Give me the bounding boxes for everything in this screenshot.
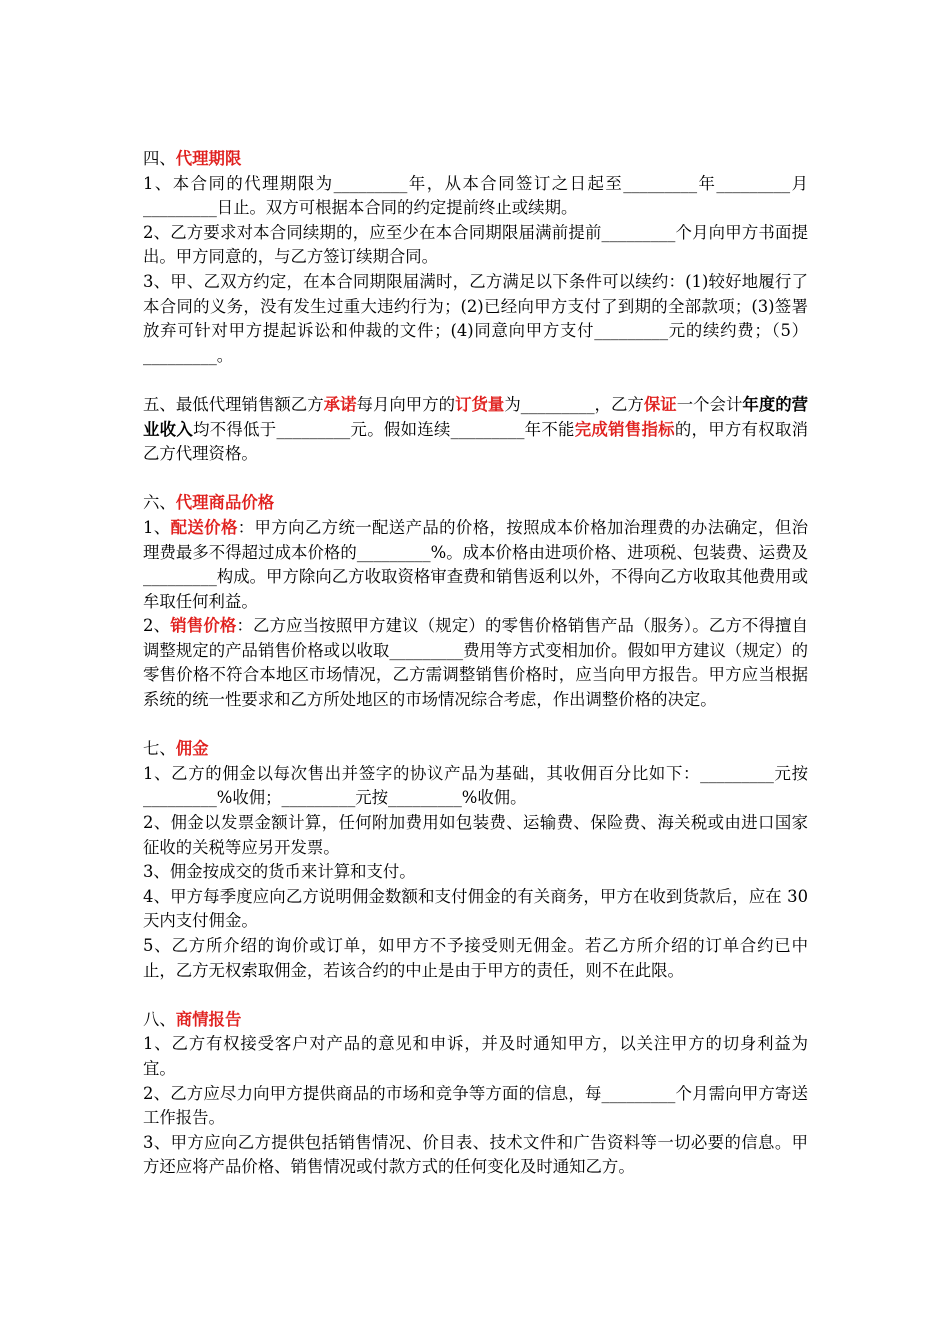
highlight-term: 销售价格 <box>170 616 237 636</box>
heading-title: 佣金 <box>175 739 209 759</box>
clause-number: 1、 <box>143 517 171 537</box>
text-run: 每月向甲方的 <box>356 394 456 414</box>
section-heading-commission <box>143 737 808 762</box>
heading-number: 四、 <box>143 149 176 168</box>
text-run: ：甲方向乙方统一配送产品的价格，按照成本价格加治理费的办法确定，但治理费最多不得超过成本价格的_________%。成本价格由进项价格、进项税、包装费、运费及_________构成。甲方除向乙方收取资格审查费和销售返利以外，不得向乙方收取其他费用或牟取任何利益。 <box>143 517 808 611</box>
clause-paragraph: 1、乙方的佣金以每次售出并签字的协议产品为基础，其收佣百分比如下：_________元按_________%收佣；_________元按_________%收佣。 <box>143 763 808 808</box>
section-heading-price <box>143 491 808 516</box>
clause-paragraph: 4、甲方每季度应向乙方说明佣金数额和支付佣金的有关商务，甲方在收到货款后，应在 30 天内支付佣金。 <box>143 886 808 931</box>
clause-sales-price <box>143 614 808 712</box>
spacer <box>143 467 808 492</box>
text-run: 的，甲方有权取消乙方代理资格。 <box>143 419 809 464</box>
heading-title: 代理商品价格 <box>175 493 275 513</box>
clause-paragraph: 1、本合同的代理期限为_________年，从本合同签订之日起至_________年_________月_________日止。双方可根据本合同的约定提前终止或续期。 <box>143 173 808 218</box>
section-heading-term <box>143 147 808 172</box>
text-run: 均不得低于_________元。假如连续_________年不能 <box>193 419 575 439</box>
highlight-term: 订货量 <box>455 394 505 414</box>
text-run: 为_________，乙方 <box>504 394 644 414</box>
text-run: 一个会计 <box>676 394 743 414</box>
spacer <box>143 368 808 393</box>
clause-delivery-price <box>143 516 808 614</box>
heading-title: 商情报告 <box>175 1009 242 1029</box>
heading-title: 代理期限 <box>175 149 242 168</box>
contract-page <box>143 147 808 1180</box>
heading-number: 八、 <box>143 1009 176 1029</box>
clause-paragraph: 1、乙方有权接受客户对产品的意见和申诉，并及时通知甲方，以关注甲方的切身利益为宜。 <box>143 1034 808 1078</box>
clause-paragraph: 3、佣金按成交的货币来计算和支付。 <box>143 862 416 882</box>
highlight-term: 承诺 <box>323 394 357 414</box>
clause-number: 2、 <box>143 616 171 636</box>
clause-paragraph: 2、乙方应尽力向甲方提供商品的市场和竞争等方面的信息，每_________个月需向甲方寄送工作报告。 <box>143 1083 808 1128</box>
clause-paragraph: 5、乙方所介绍的询价或订单，如甲方不予接受则无佣金。若乙方所介绍的订单合约已中止，乙方无权索取佣金，若该合约的中止是由于甲方的责任，则不在此限。 <box>143 936 808 980</box>
highlight-term: 配送价格 <box>170 517 238 537</box>
heading-number: 七、 <box>143 739 176 759</box>
bold-term: 年度的营业收入 <box>143 394 809 439</box>
clause-minimum-sales <box>143 393 808 467</box>
text-run: 五、最低代理销售额乙方 <box>143 394 324 414</box>
section-heading-market-report <box>143 1008 808 1033</box>
spacer <box>143 983 808 1008</box>
clause-paragraph: 2、佣金以发票金额计算，任何附加费用如包装费、运输费、保险费、海关税或由进口国家征收的关税等应另开发票。 <box>143 813 808 857</box>
clause-paragraph: 2、乙方要求对本合同续期的，应至少在本合同期限届满前提前_________个月向甲方书面提出。甲方同意的，与乙方签订续期合同。 <box>143 222 808 267</box>
text-run: ：乙方应当按照甲方建议（规定）的零售价格销售产品（服务）。乙方不得擅自调整规定的产品销售价格或以收取_________费用等方式变相加价。假如甲方建议（规定）的零售价格不符合本地区市场情况，乙方需调整销售价格时，应当向甲方报告。甲方应当根据系统的统一性要求和乙方所处地区的市场情况综合考虑，作出调整价格的决定。 <box>143 616 808 710</box>
spacer <box>143 713 808 738</box>
highlight-term: 完成销售指标 <box>574 419 675 439</box>
clause-paragraph: 3、甲方应向乙方提供包括销售情况、价目表、技术文件和广告资料等一切必要的信息。甲方还应将产品价格、销售情况或付款方式的任何变化及时通知乙方。 <box>143 1132 808 1177</box>
heading-number: 六、 <box>143 493 176 513</box>
clause-paragraph: 3、甲、乙双方约定，在本合同期限届满时，乙方满足以下条件可以续约：(1)较好地履行了本合同的义务，没有发生过重大违约行为；(2)已经向甲方支付了到期的全部款项；(3)签署放弃可针对甲方提起诉讼和仲裁的文件；(4)同意向甲方支付_________元的续约费；（5）_________。 <box>143 271 808 365</box>
highlight-term: 保证 <box>643 394 677 414</box>
